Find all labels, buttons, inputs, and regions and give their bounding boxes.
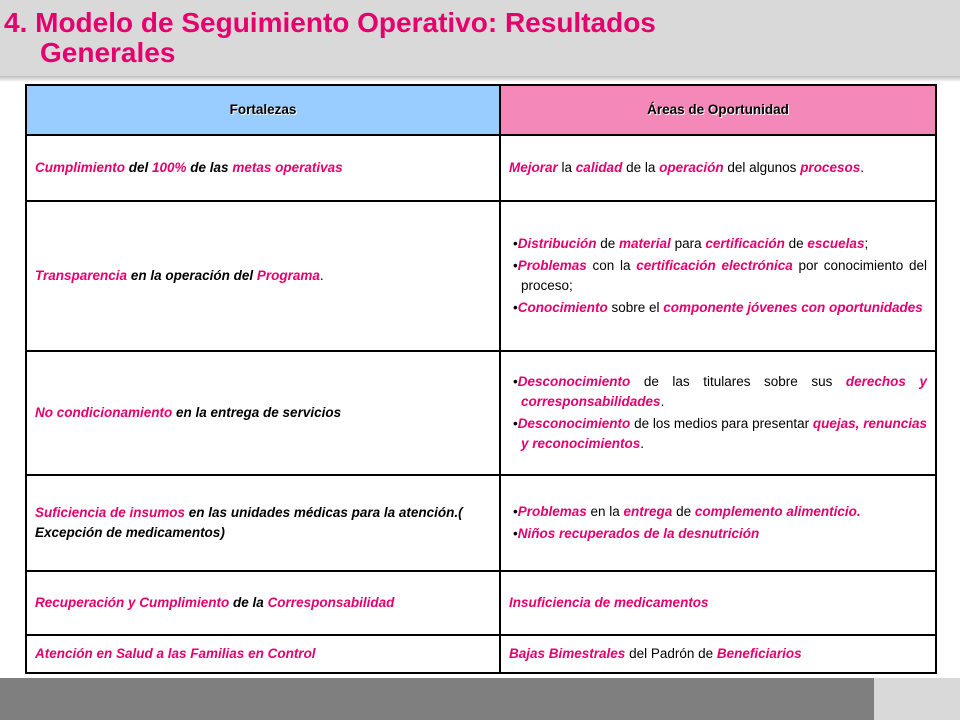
text-segment: complemento alimenticio.	[694, 504, 861, 519]
title-shadow	[0, 76, 960, 82]
bullet-item	[509, 414, 927, 454]
text-segment: con la	[586, 258, 637, 273]
bullet-item	[509, 298, 927, 318]
table-row	[26, 571, 936, 635]
bullet-icon: •	[513, 504, 518, 519]
bullet-item	[509, 234, 927, 254]
header-areas-oportunidad: Áreas de Oportunidad	[500, 85, 936, 135]
text-segment: Atención en Salud a las Familias en Control	[35, 646, 316, 661]
text-segment: en la operación del	[127, 268, 257, 283]
oportunidad-cell	[500, 135, 936, 201]
oportunidad-cell	[500, 351, 936, 475]
text-segment: Niños recuperados de la desnutrición	[517, 526, 760, 541]
text-segment: derechos y corresponsabilidades	[521, 374, 927, 409]
text-segment: calidad	[575, 160, 623, 175]
oportunidad-cell	[500, 635, 936, 673]
text-segment: ;	[864, 236, 869, 251]
bullet-item	[509, 524, 927, 544]
oportunidad-cell	[500, 571, 936, 635]
table-row	[26, 135, 936, 201]
oportunidad-cell	[500, 201, 936, 351]
text-segment: quejas, renuncias y reconocimientos	[521, 416, 927, 451]
text-segment: del Padrón de	[625, 646, 717, 661]
text-segment: de	[596, 236, 620, 251]
text-segment: del	[125, 160, 153, 175]
text-segment: Bajas Bimestrales	[509, 646, 626, 661]
oportunidad-cell	[500, 475, 936, 571]
text-segment: .	[319, 268, 324, 283]
table-header-row	[26, 85, 936, 135]
bullet-item	[509, 256, 927, 296]
text-segment: de las	[186, 160, 233, 175]
bullet-item	[509, 502, 927, 522]
text-segment: Recuperación y Cumplimiento	[35, 595, 230, 610]
text-segment: operación	[659, 160, 724, 175]
results-table	[25, 84, 937, 674]
text-segment: Transparencia	[35, 268, 128, 283]
text-segment: Cumplimiento	[35, 160, 125, 175]
fortaleza-cell	[26, 351, 500, 475]
text-segment: Problemas	[517, 504, 587, 519]
text-segment: Corresponsabilidad	[267, 595, 395, 610]
footer-bar-right	[874, 678, 960, 720]
bullet-icon: •	[513, 236, 518, 251]
fortaleza-cell	[26, 571, 500, 635]
text-segment: la	[557, 160, 576, 175]
bullet-icon: •	[513, 258, 518, 273]
text-segment: en la entrega de servicios	[172, 405, 342, 420]
text-segment: .	[860, 160, 864, 175]
text-segment: de las titulares sobre sus	[630, 374, 846, 389]
table-row	[26, 201, 936, 351]
text-segment: en las unidades médicas para la atención.( Excepción de medicamentos)	[35, 505, 463, 540]
cell-paragraph	[509, 644, 927, 664]
text-segment: de la	[622, 160, 660, 175]
text-segment: del algunos	[723, 160, 801, 175]
text-segment: Suficiencia de insumos	[35, 505, 186, 520]
slide-title-line2: Generales	[40, 37, 176, 68]
cell-paragraph	[509, 158, 927, 178]
slide-title	[4, 8, 944, 68]
text-segment: sobre el	[607, 300, 664, 315]
text-segment: Desconocimiento	[517, 374, 631, 389]
text-segment: material	[619, 236, 671, 251]
text-segment: 100%	[152, 160, 187, 175]
header-fortalezas: Fortalezas	[26, 85, 500, 135]
text-segment: certificación electrónica	[636, 258, 793, 273]
text-segment: de	[672, 504, 695, 519]
text-segment: en la	[586, 504, 624, 519]
text-segment: para	[670, 236, 706, 251]
text-segment: Mejorar	[509, 160, 558, 175]
text-segment: por conocimiento del proceso;	[521, 258, 928, 293]
text-segment: Beneficiarios	[716, 646, 802, 661]
footer-bar	[0, 678, 874, 720]
cell-paragraph	[509, 593, 927, 613]
text-segment: Problemas	[517, 258, 587, 273]
table-row	[26, 475, 936, 571]
text-segment: de los medios para presentar	[630, 416, 813, 431]
fortaleza-cell	[26, 201, 500, 351]
text-segment: Insuficiencia de medicamentos	[509, 595, 709, 610]
text-segment: metas operativas	[232, 160, 343, 175]
text-segment: certificación	[705, 236, 785, 251]
bullet-item	[509, 372, 927, 412]
text-segment: .	[660, 394, 665, 409]
text-segment: Distribución	[517, 236, 597, 251]
text-segment: Conocimiento	[517, 300, 608, 315]
text-segment: componente jóvenes con oportunidades	[663, 300, 923, 315]
fortaleza-cell	[26, 135, 500, 201]
table-row	[26, 635, 936, 673]
table-row	[26, 351, 936, 475]
text-segment: Desconocimiento	[517, 416, 631, 431]
text-segment: .	[640, 436, 645, 451]
slide-title-line1: 4. Modelo de Seguimiento Operativo: Resultados	[4, 7, 656, 38]
text-segment: escuelas	[807, 236, 865, 251]
text-segment: procesos	[800, 160, 861, 175]
text-segment: de la	[229, 595, 268, 610]
text-segment: Programa	[256, 268, 320, 283]
fortaleza-cell	[26, 635, 500, 673]
bullet-icon: •	[513, 416, 518, 431]
bullet-icon: •	[513, 300, 518, 315]
text-segment: No condicionamiento	[35, 405, 173, 420]
text-segment: de	[784, 236, 808, 251]
fortaleza-cell	[26, 475, 500, 571]
bullet-icon: •	[513, 374, 518, 389]
text-segment: entrega	[623, 504, 673, 519]
bullet-icon: •	[513, 526, 518, 541]
